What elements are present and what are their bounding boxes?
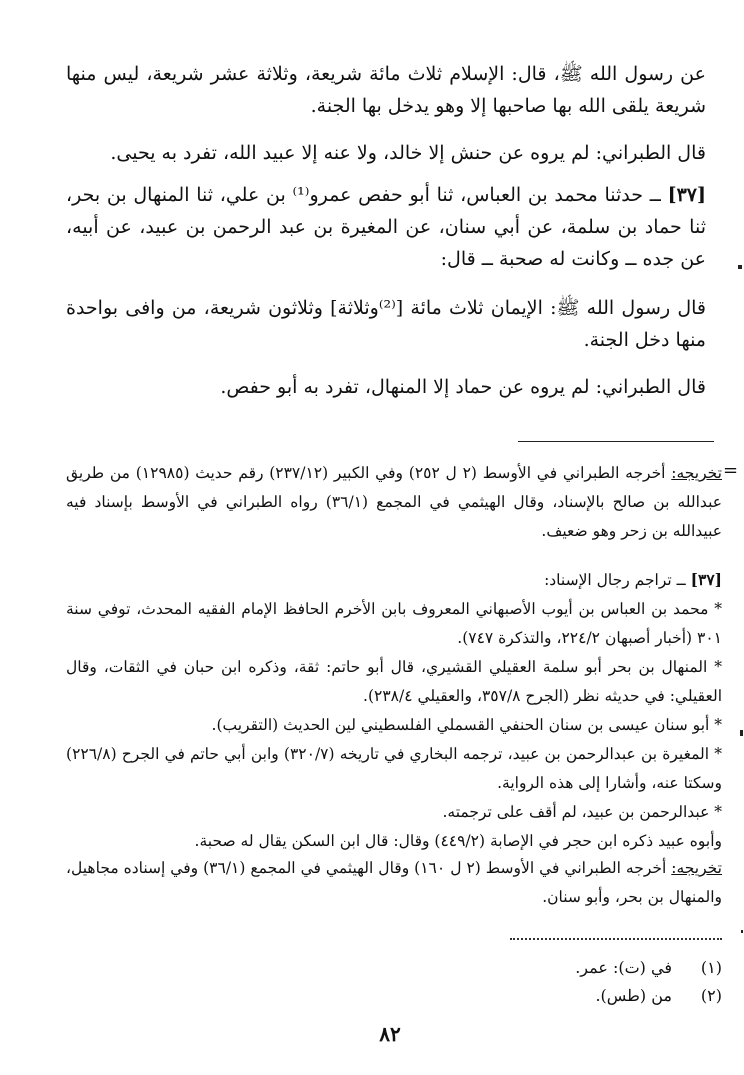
takhrij-label: تخريجه: <box>671 859 722 877</box>
hadith-text-1: عن رسول الله ﷺ، قال: الإسلام ثلاث مائة شريعة، وثلاثة عشر شريعة، ليس منها شريعة يلقى الله بها صاحبها إلا وهو يدخل بها الجنة. <box>66 63 706 117</box>
footnote-number: (١) <box>700 958 722 977</box>
takhrij-1: تخريجه: أخرجه الطبراني في الأوسط (٢ ل ٢٥٢) وفي الكبير (٢٣٧/١٢) رقم حديث (١٢٩٨٥) من طريق عبدالله بن صالح بالإسناد، وقال الهيثمي في المجمع (٣٦/١) رواه الطبراني في الأوسط بإسناد فيه عبيدالله بن زحر وهو ضعيف. <box>66 464 722 540</box>
tarajim-section <box>66 565 722 856</box>
tabarani-comment-2: قال الطبراني: لم يروه عن حماد إلا المنهال، تفرد به أبو حفص. <box>220 376 706 398</box>
tarajim-title: ــ تراجم رجال الإسناد: <box>544 571 686 589</box>
narrator-item: * المغيرة بن عبدالرحمن بن عبيد، ترجمه البخاري في تاريخه (٣٢٠/٧) وابن أبي حاتم في الجرح (٢٢٦/٨) وسكتا عنه، وأشارا إلى هذه الرواية. <box>66 745 722 792</box>
scan-speck <box>741 930 743 933</box>
footnote <box>450 982 722 1010</box>
hadith-37-matn: قال رسول الله ﷺ: الإيمان ثلاث مائة [⁽²⁾وثلاثة] وثلاثون شريعة، من وافى بواحدة منها دخل الجنة. <box>66 297 706 351</box>
narrator-item: * أبو سنان عيسى بن سنان الحنفي القسملي الفلسطيني لين الحديث (التقريب). <box>211 716 722 734</box>
footnote <box>450 954 722 982</box>
page-number: ٨٢ <box>379 1022 401 1046</box>
footnote-separator <box>510 938 722 940</box>
tarajim-number: [٣٧] <box>690 570 722 589</box>
footnote-text: في (ت): عمر. <box>575 958 672 977</box>
narrator-item: * محمد بن العباس بن أيوب الأصبهاني المعروف بابن الأخرم الحافظ الإمام الفقيه المحدث، توفي سنة ٣٠١ (أخبار أصبهان ٢٢٤/٢، والتذكرة ٧٤٧). <box>66 600 722 647</box>
takhrij-2: تخريجه: أخرجه الطبراني في الأوسط (٢ ل ١٦٠) وقال الهيثمي في المجمع (٣٦/١) وفي إسناده مجاهيل، والمنهال بن بحر، وأبو سنان. <box>66 859 722 906</box>
hadith-37-isnad: [٣٧] ــ حدثنا محمد بن العباس، ثنا أبو حفص عمرو⁽¹⁾ بن علي، ثنا المنهال بن بحر، ثنا حماد بن سلمة، عن أبي سنان، عن المغيرة بن عبد الرحمن بن عبيد، عن أبيه، عن جده ــ وكانت له صحبة ــ قال: <box>66 184 706 270</box>
narrator-item: * المنهال بن بحر أبو سلمة العقيلي القشيري، قال أبو حاتم: ثقة، وذكره ابن حبان في الثقات، وقال العقيلي: في حديثه نظر (الجرح ٣٥٧/٨، والعقيلي ٢٣٨/٤). <box>66 658 722 705</box>
tabarani-comment-1: قال الطبراني: لم يروه عن حنش إلا خالد، ولا عنه إلا عبيد الله، تفرد به يحيى. <box>110 142 706 164</box>
footnote-text: من (طس). <box>595 986 672 1005</box>
main-text <box>66 58 706 122</box>
narrator-father: وأبوه عبيد ذكره ابن حجر في الإصابة (٤٤٩/٢) وقال: قال ابن السكن يقال له صحبة. <box>194 832 722 850</box>
footnote-number: (٢) <box>700 986 722 1005</box>
takhrij-label: تخريجه: <box>671 464 722 482</box>
scan-speck <box>738 265 742 269</box>
continuation-mark: = <box>723 460 739 481</box>
notes-separator <box>518 441 714 442</box>
hadith-number: [٣٧] <box>667 184 706 206</box>
narrator-item: * عبدالرحمن بن عبيد، لم أقف على ترجمته. <box>442 803 722 821</box>
scan-speck <box>740 730 743 736</box>
